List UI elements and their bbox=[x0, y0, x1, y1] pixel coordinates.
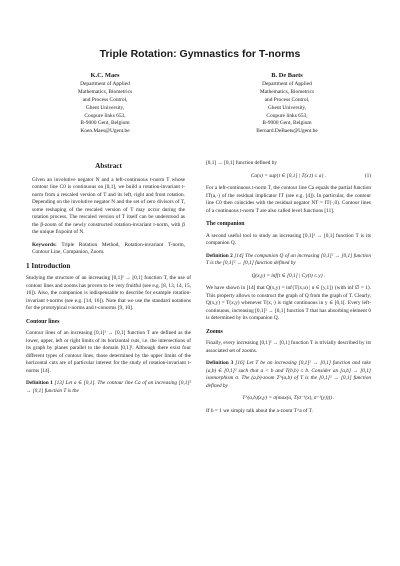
author-block-maes bbox=[40, 72, 170, 136]
definition-3 bbox=[206, 360, 371, 390]
affiliation-line: Coupure links 653, bbox=[84, 112, 126, 119]
author-name: B. De Baets bbox=[271, 72, 303, 79]
section-heading-introduction: 1 Introduction bbox=[26, 261, 71, 270]
abstract-heading: Abstract bbox=[95, 162, 122, 170]
author-email: Koen.Maes@Ugent.be bbox=[80, 128, 130, 135]
paper-title: Triple Rotation: Gymnastics for T-norms bbox=[99, 48, 301, 60]
equation-3: T^(a,b)(x,y) = σ(max(a, T(σ⁻¹(x), σ⁻¹(y)))) . bbox=[242, 395, 335, 401]
definition-label: Definition 2 bbox=[206, 252, 233, 259]
affiliation-line: B-9000 Gent, Belgium bbox=[262, 120, 312, 127]
definition-text: [14] The companion Q of an increasing [0,1]² → [0,1] function T is the [0,1]² → [0,1] function defined by bbox=[206, 252, 371, 266]
affiliation-line: Department of Applied bbox=[80, 80, 130, 87]
right-column bbox=[206, 160, 371, 420]
equation-1 bbox=[206, 173, 371, 181]
companion-paragraph: A second useful tool to study an increasing [0,1]² → [0,1] function T is its companion Q. bbox=[206, 232, 371, 246]
zoom-note-paragraph: If b = 1 we simply talk about the a-zoom T^a of T. bbox=[206, 407, 313, 414]
affiliation-line: B-9000 Gent, Belgium bbox=[80, 120, 130, 127]
keywords-list: Triple Rotation Method, Rotation-invariant T-norm, Contour Line, Companion, Zoom. bbox=[32, 241, 185, 255]
subsection-heading-companion: The companion bbox=[206, 221, 245, 227]
definition-label: Definition 1 bbox=[26, 380, 53, 386]
affiliation-line: Department of Applied bbox=[262, 80, 312, 87]
affiliation-line: Mathematics, Biometrics bbox=[259, 88, 315, 95]
subsection-heading-contour-lines: Contour lines bbox=[26, 318, 60, 325]
definition-1 bbox=[26, 380, 191, 395]
subsection-heading-zooms: Zooms bbox=[206, 328, 223, 335]
definition-2 bbox=[206, 253, 371, 268]
affiliation-line: Ghent University, bbox=[85, 104, 125, 111]
definition-text: [13] Let a ∈ [0,1]. The contour line Ca of an increasing [0,1]² → [0,1] function T is the bbox=[26, 380, 192, 394]
contour-paragraph: Contour lines of an increasing [0,1]² → [0,1] function T are defined as the lower, upper, left or right limits of its horizontal cuts, i.e. the intersections of its graph by planes parallel to the domain [0,1]². Although there exist four different types of contour lines, those determined by the upper limits of the horizontal cuts are of particular interest for the study of rotation-invariant t-norms [14]. bbox=[26, 330, 191, 374]
keywords-label: Keywords: bbox=[32, 241, 57, 248]
equation-body: Ca(x) = sup{t ∈ [0,1] | T(x,t) ≤ a} . bbox=[250, 172, 327, 179]
affiliation-line: and Process Control, bbox=[82, 96, 128, 103]
definition-text: [16] Let T be an increasing [0,1]² → [0,1] function and take (a,b) ∈ [0,1]² such that a < b and T(b,b) ≤ b. Consider an [a,b] → [0,1] isomorphism σ. The (a,b)-zoom T^(a,b) of T is the [0,1]² → [0,1] function defined by bbox=[206, 360, 371, 389]
author-email: Bernard.DeBaets@Ugent.be bbox=[256, 128, 318, 135]
affiliation-line: Ghent University, bbox=[267, 104, 307, 111]
zooms-paragraph: Finally, every increasing [0,1]² → [0,1] function T is trivially described by its associated set of zooms. bbox=[206, 340, 371, 354]
companion-property-paragraph: We have shown in [14] that Q(x,y) = inf{T(x,u) | u ∈ [y,1]} (with inf ∅ = 1). This property allows to construct the graph of Q from the graph of T. Clearly, Q(x,y) = T(x,y) whenever T(x,·) is right continuous in y ∈ [0,1[. Every left-continuous, increasing [0,1]² → [0,1] function T that has absorbing element 0 is determined by its companion Q. bbox=[206, 285, 371, 321]
affiliation-line: Mathematics, Biometrics bbox=[77, 88, 133, 95]
affiliation-line: Coupure links 653, bbox=[266, 112, 308, 119]
affiliation-line: and Process Control, bbox=[264, 96, 310, 103]
author-block-debaets bbox=[222, 72, 352, 136]
abstract-text: Given an involutive negator N and a left-continuous t-norm T whose contour line C0 is continuous on [0,1], we build a rotation-invariant t-norm from a rescaled version of T and its left, right and front rotation. Depending on the involutive negator N and the set of zero divisors of T, some reshaping of the rescaled version of T may occur during the rotation process. The rescaled version of T itself can be understood as the β-zoom of the newly constructed rotation-invariant t-norm, with β the unique fixpoint of N. bbox=[32, 176, 185, 235]
left-column bbox=[26, 163, 191, 400]
author-name: K.C. Maes bbox=[90, 72, 120, 79]
definition-label: Definition 3 bbox=[206, 360, 234, 366]
keywords bbox=[32, 242, 185, 257]
definition-1-continued: [0,1] → [0,1] function defined by bbox=[206, 160, 278, 166]
equation-number: (1) bbox=[364, 172, 371, 179]
equation-2: Q(x,y) = inf{t ∈ [0,1] | Cy(t) ≤ y} . bbox=[251, 272, 326, 279]
intro-paragraph: Studying the structure of an increasing [0,1]² → [0,1] function T, the use of contour lines and zooms has proven to be very fruitful (see e.g. [8, 13, 14, 15, 16]). Also, the companion is indispensable to describe for example rotation-invariant t-norms (see e.g. [14, 16]). Note that we use the standard notations for the prototypical t-norms and t-conorms [9, 10]. bbox=[26, 275, 191, 311]
contour-line-paragraph: For a left-continuous t-norm T, the contour line Ca equals the partial function IT(a,·) of the residual implicator IT (see e.g. [4]). In particular, the contour line C0 then coincides with the residual negator NT = IT(·,0). Contour lines of a continuous t-norm T are also called level functions [11]. bbox=[206, 185, 371, 214]
